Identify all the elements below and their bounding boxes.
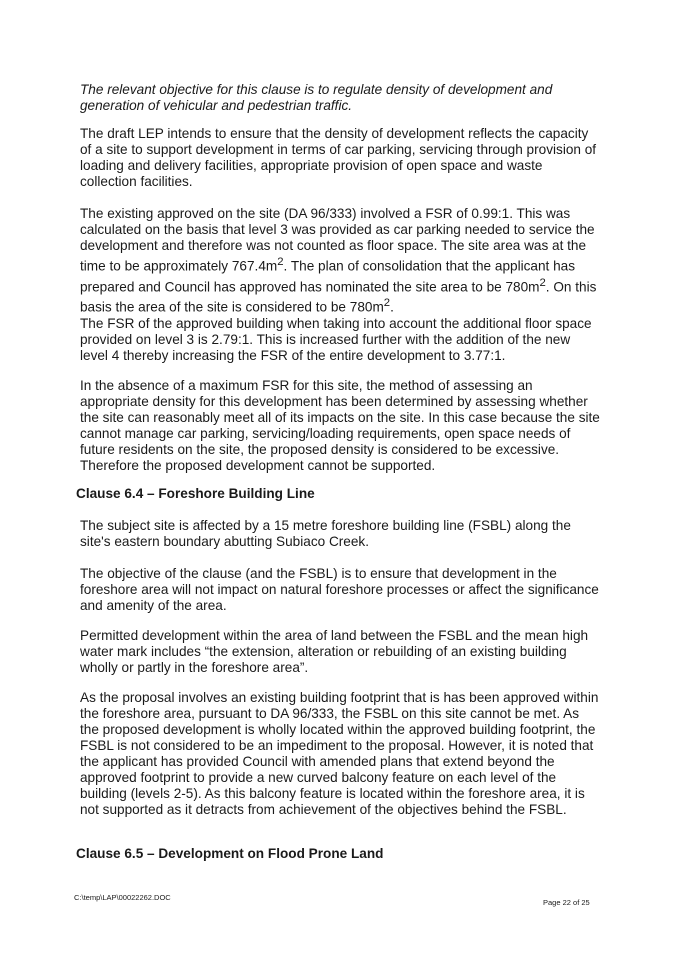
density-assessment-paragraph: In the absence of a maximum FSR for this site, the method of assessing an appropriate density for this development has been determined by assessing whether the site can reasonably meet all of its impacts on the site. In this case because the site cannot manage car parking, servicing/loading requirements, open space needs of future residents on the site, the proposed density is considered to be excessive. Therefore the proposed development cannot be supported.	[80, 378, 600, 473]
footer-file-path: C:\temp\LAP\00022262.DOC	[74, 893, 171, 902]
clause-6-4-heading: Clause 6.4 – Foreshore Building Line	[76, 486, 315, 501]
superscript-1: 2	[277, 256, 284, 268]
fsr-paragraph: The FSR of the approved building when taking into account the additional floor space provided on level 3 is 2.79:1. This is increased further with the addition of the new level 4 thereby increasing the FSR of the entire development to 3.77:1.	[80, 316, 592, 363]
existing-text-4: .	[390, 299, 394, 315]
footer-page-number: Page 22 of 25	[543, 898, 590, 907]
clause-objective-paragraph: The objective of the clause (and the FSBL) is to ensure that development in the foreshore area will not impact on natural foreshore processes or affect the significance and amenity of the area.	[80, 566, 599, 613]
superscript-2: 2	[539, 276, 546, 289]
existing-text-2: . The plan of consolidation that the applicant has prepared and Council has approved has nominated the site area to be 780m	[80, 258, 575, 295]
superscript-3: 2	[383, 297, 391, 310]
objective-paragraph: The relevant objective for this clause is to regulate density of development and generation of vehicular and pedestrian traffic.	[80, 82, 553, 113]
existing-approval-paragraph	[80, 206, 600, 316]
lep-paragraph: The draft LEP intends to ensure that the density of development reflects the capacity of a site to support development in terms of car parking, servicing through provision of loading and delivery facilities, appropriate provision of open space and waste collection facilities.	[80, 126, 597, 189]
existing-text-1: The existing approved on the site (DA 96/333) involved a FSR of 0.99:1. This was calculated on the basis that level 3 was provided as car parking needed to service the development and therefore was not counted as floor space. The site area was at the time to be approximately 767.4m	[80, 206, 595, 274]
clause-6-5-heading: Clause 6.5 – Development on Flood Prone Land	[76, 846, 384, 861]
permitted-development-paragraph: Permitted development within the area of land between the FSBL and the mean high water mark includes “the extension, alteration or rebuilding of an existing building wholly or partly in the foreshore area”.	[80, 628, 589, 675]
proposal-paragraph: As the proposal involves an existing building footprint that is has been approved within the foreshore area, pursuant to DA 96/333, the FSBL on this site cannot be met. As the proposed development is wholly located within the approved building footprint, the FSBL is not considered to be an impediment to the proposal. However, it is noted that the applicant has provided Council with amended plans that extend beyond the approved footprint to provide a new curved balcony feature on each level of the building (levels 2-5). As this balcony feature is located within the foreshore area, it is not supported as it detracts from achievement of the objectives behind the FSBL.	[80, 690, 599, 817]
fsbl-paragraph: The subject site is affected by a 15 metre foreshore building line (FSBL) along the site's eastern boundary abutting Subiaco Creek.	[80, 518, 571, 549]
existing-text-3: . On this basis the area of the site is considered to be 780m	[80, 279, 597, 315]
